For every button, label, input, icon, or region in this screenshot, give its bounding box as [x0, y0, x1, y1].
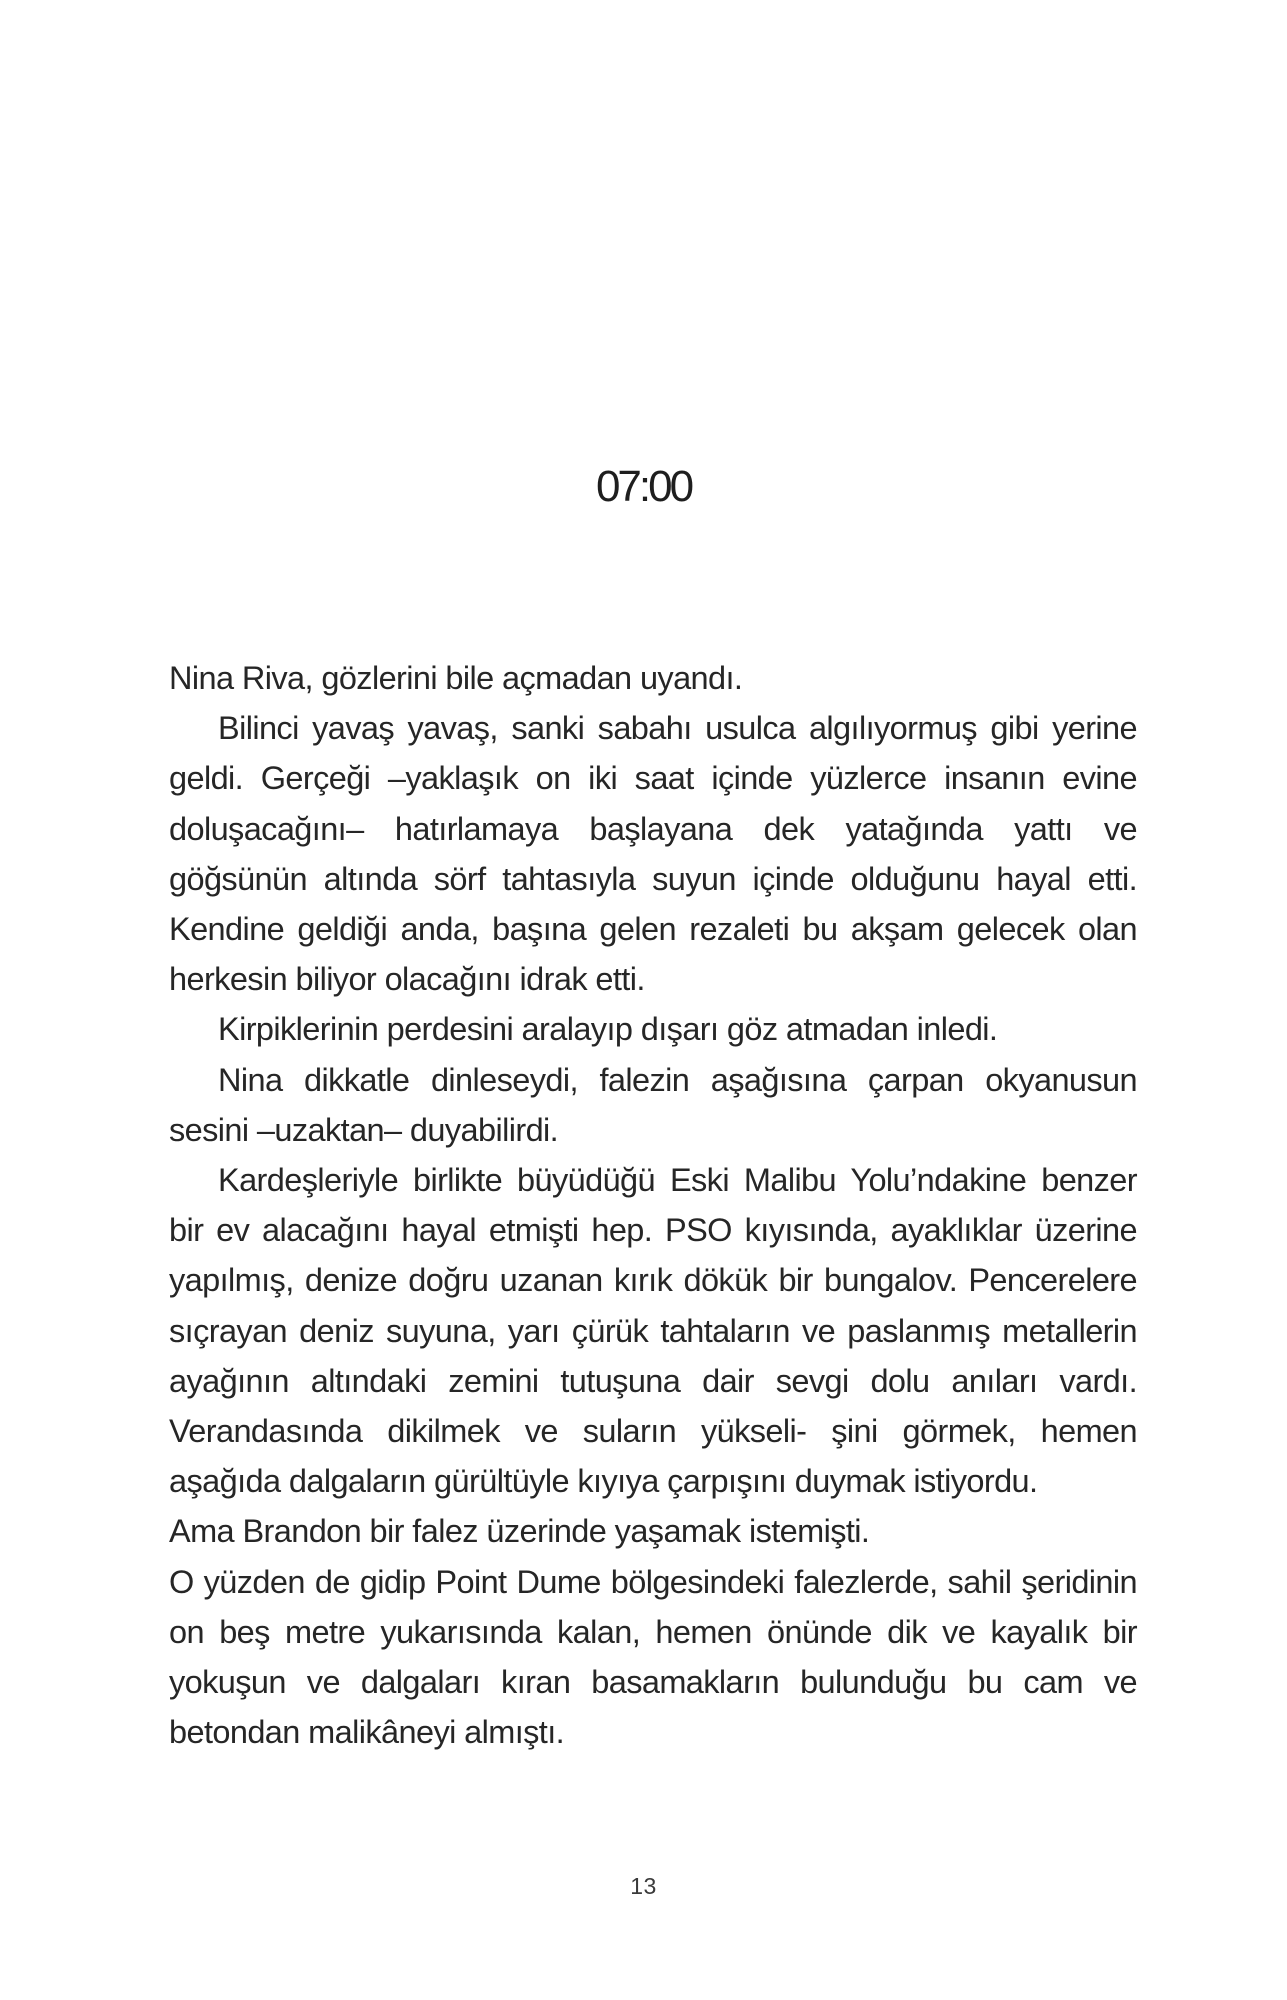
paragraph: Kardeşleriyle birlikte büyüdüğü Eski Malibu Yolu’ndakine benzer bir ev alacağını hayal etmişti hep. PSO kıyısında, ayaklıklar üzerine yapılmış, denize doğru uzanan kırık dökük bir bungalov. Pencerelere sıçrayan deniz suyuna, yarı çürük tahtaların ve paslanmış metallerin ayağının altındaki zemini tutuşuna dair sevgi dolu anıları vardı. Verandasında dikilmek ve suların yükseli- şini görmek, hemen aşağıda dalgaların gürültüyle kıyıya çarpışını duymak istiyordu.	[169, 1162, 1137, 1500]
body-text	[169, 653, 1137, 1757]
paragraph: Bilinci yavaş yavaş, sanki sabahı usulca algılıyormuş gibi yerine geldi. Gerçeği –yaklaşık on iki saat içinde yüzlerce insanın evine doluşacağını– hatırlamaya başlayana dek yatağında yattı ve göğsünün altında sörf tahtasıyla suyun içinde olduğunu hayal etti. Kendine geldiği anda, başına gelen rezaleti bu akşam gelecek olan herkesin biliyor olacağını idrak etti.	[169, 710, 1137, 998]
paragraph: Nina dikkatle dinleseydi, falezin aşağısına çarpan okyanusun sesini –uzaktan– duyabilirdi.	[169, 1061, 1137, 1148]
paragraph: Ama Brandon bir falez üzerinde yaşamak istemişti.	[169, 1513, 870, 1550]
paragraph: Nina Riva, gözlerini bile açmadan uyandı.	[169, 660, 743, 696]
page-number: 13	[630, 1873, 657, 1899]
chapter-heading: 07:00	[595, 462, 692, 511]
paragraph: O yüzden de gidip Point Dume bölgesindeki falezlerde, sahil şeridinin on beş metre yukarısında kalan, hemen önünde dik ve kayalık bir yokuşun ve dalgaları kıran basamakların bulunduğu bu cam ve betondan malikâneyi almıştı.	[169, 1563, 1137, 1751]
paragraph: Kirpiklerinin perdesini aralayıp dışarı göz atmadan inledi.	[218, 1011, 998, 1048]
